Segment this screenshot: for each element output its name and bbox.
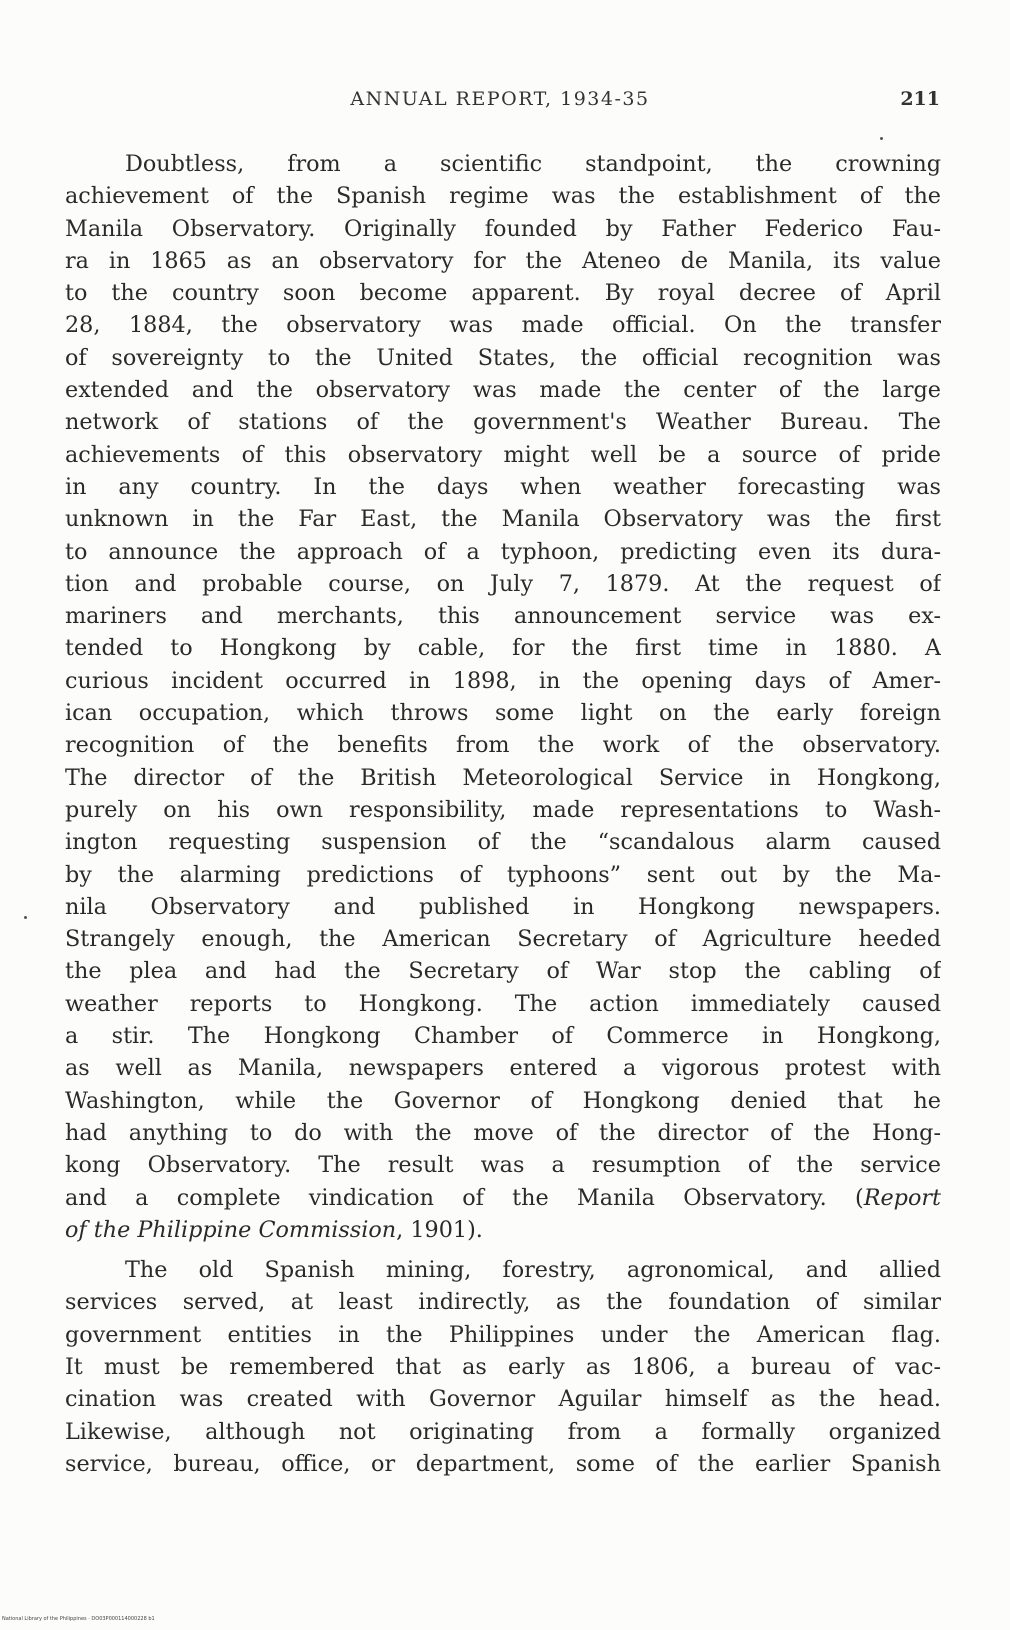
paragraph-2: [65, 1254, 941, 1480]
footer-credit: National Library of the Philippines · DO03P000114000228 b1: [2, 1616, 155, 1622]
page-number: 211: [900, 88, 940, 110]
text-line: of sovereignty to the United States, the official recognition was: [65, 344, 941, 371]
text-line: weather reports to Hongkong. The action immediately caused: [65, 990, 941, 1017]
text-line: Manila Observatory. Originally founded by Father Federico Fau-: [65, 215, 941, 242]
text-line: ican occupation, which throws some light on the early foreign: [65, 700, 941, 727]
body-text: [65, 148, 941, 1480]
text-line: as well as Manila, newspapers entered a vigorous protest with: [65, 1055, 941, 1082]
text-line: services served, at least indirectly, as the foundation of similar: [65, 1289, 941, 1316]
text-line: in any country. In the days when weather forecasting was: [65, 473, 941, 500]
text-line: ra in 1865 as an observatory for the Ateneo de Manila, its value: [65, 247, 941, 274]
text-line: the plea and had the Secretary of War stop the cabling of: [65, 958, 941, 985]
citation-open: (: [854, 1184, 864, 1211]
text-line: by the alarming predictions of typhoons” sent out by the Ma-: [65, 861, 941, 888]
text-line: Strangely enough, the American Secretary of Agriculture heeded: [65, 926, 941, 953]
text-line: had anything to do with the move of the director of the Hong-: [65, 1119, 941, 1146]
text-line: achievements of this observatory might well be a source of pride: [65, 441, 941, 468]
text-line: ington requesting suspension of the “scandalous alarm caused: [65, 829, 941, 856]
text-line: service, bureau, office, or department, some of the earlier Spanish: [65, 1450, 941, 1477]
text-line: The old Spanish mining, forestry, agronomical, and allied: [125, 1257, 941, 1284]
text-line: extended and the observatory was made the center of the large: [65, 377, 941, 404]
text-line: recognition of the benefits from the work of the observatory.: [65, 732, 941, 759]
citation-line-2: [65, 1214, 941, 1246]
running-head: [60, 88, 940, 118]
paragraph-1: [65, 148, 941, 1246]
citation-year: , 1901).: [396, 1216, 483, 1243]
text-line: tended to Hongkong by cable, for the first time in 1880. A: [65, 635, 941, 662]
text-line: cination was created with Governor Aguilar himself as the head.: [65, 1386, 941, 1413]
text-line: to the country soon become apparent. By royal decree of April: [65, 280, 941, 307]
text-line: to announce the approach of a typhoon, predicting even its dura-: [65, 538, 941, 565]
citation-line: [65, 1182, 941, 1214]
text-line: Doubtless, from a scientific standpoint, the crowning: [125, 151, 941, 177]
text-line: mariners and merchants, this announcement service was ex-: [65, 603, 941, 630]
running-head-title: ANNUAL REPORT, 1934-35: [350, 88, 650, 110]
text-line: nila Observatory and published in Hongkong newspapers.: [65, 893, 941, 920]
text-line: The director of the British Meteorological Service in Hongkong,: [65, 764, 941, 791]
citation-title: Report: [863, 1184, 941, 1211]
citation-title-cont: of the Philippine Commission: [65, 1216, 397, 1243]
text-line: unknown in the Far East, the Manila Observatory was the first: [65, 506, 941, 533]
text-line: a stir. The Hongkong Chamber of Commerce in Hongkong,: [65, 1023, 941, 1050]
text-line: 28, 1884, the observatory was made official. On the transfer: [65, 312, 941, 339]
text-line: curious incident occurred in 1898, in the opening days of Amer-: [65, 667, 941, 694]
text-line: Likewise, although not originating from a formally organized: [65, 1418, 941, 1445]
text-line: purely on his own responsibility, made representations to Wash-: [65, 796, 941, 823]
text-line: It must be remembered that as early as 1806, a bureau of vac-: [65, 1353, 941, 1380]
text-line: Washington, while the Governor of Hongkong denied that he: [65, 1087, 941, 1114]
text-line: network of stations of the government's Weather Bureau. The: [65, 409, 941, 436]
text-line: achievement of the Spanish regime was the establishment of the: [65, 183, 941, 210]
text-line: government entities in the Philippines under the American flag.: [65, 1321, 941, 1348]
text-line: and a complete vindication of the Manila Observatory.: [65, 1184, 827, 1211]
text-line: tion and probable course, on July 7, 1879. At the request of: [65, 570, 941, 597]
speck-mark: [880, 137, 883, 140]
text-line: kong Observatory. The result was a resumption of the service: [65, 1152, 941, 1179]
margin-mark: [24, 916, 27, 919]
